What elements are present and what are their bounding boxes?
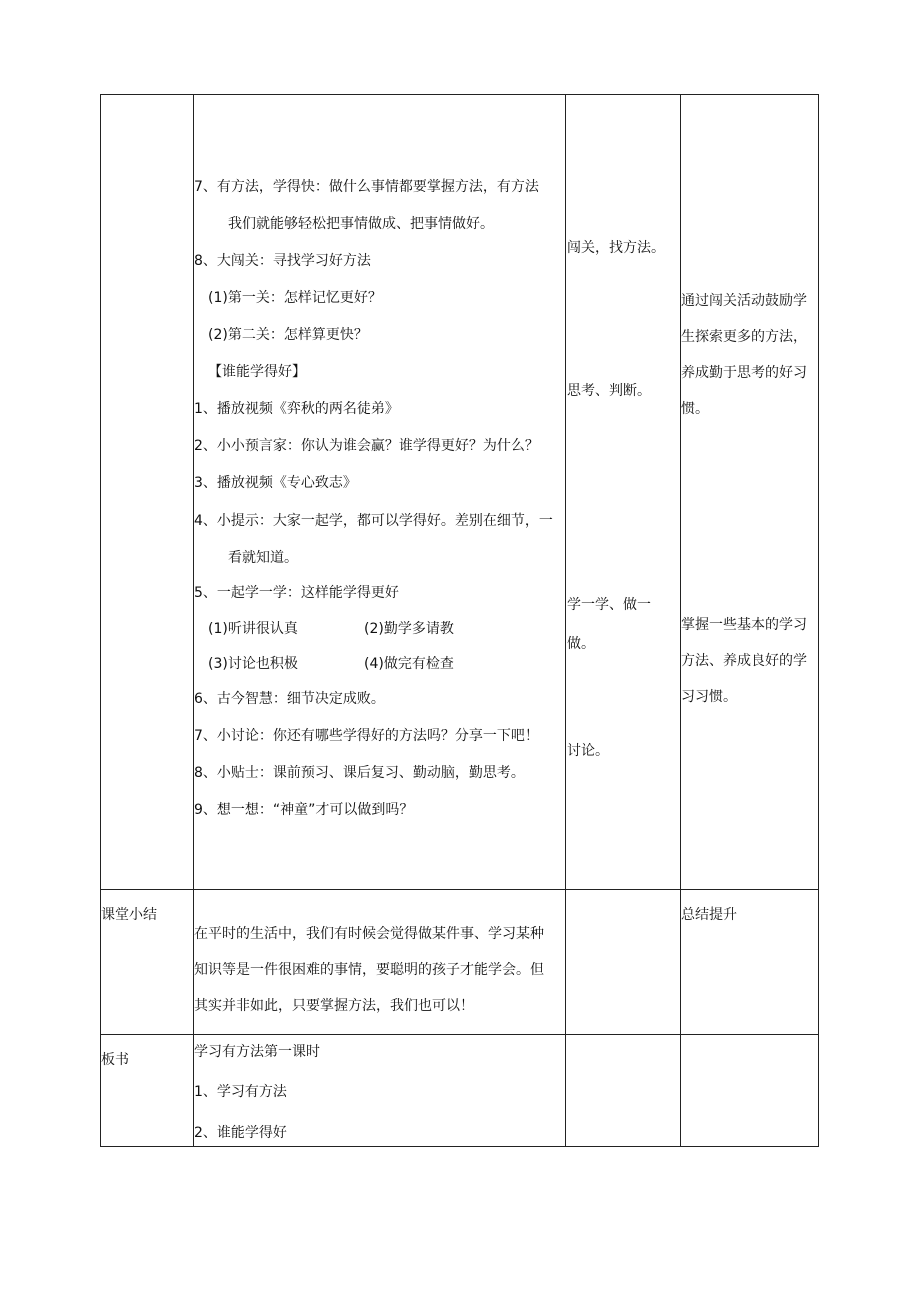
summary-line: 其实并非如此，只要掌握方法，我们也可以！ [194,998,474,1014]
process-line: 看就知道。 [228,550,298,566]
table-border [100,1034,819,1035]
process-line: 7、小讨论：你还有哪些学得好的方法吗？分享一下吧！ [194,728,539,744]
process-line: (2)勤学多请教 [364,621,454,637]
table-border [100,1146,819,1147]
design-intent: 惯。 [681,401,709,417]
process-line: 7、有方法，学得快：做什么事情都要掌握方法，有方法 [194,179,539,195]
process-line: 6、古今智慧：细节决定成败。 [194,691,385,707]
student-activity: 闯关，找方法。 [567,240,665,256]
process-line: 4、小提示：大家一起学，都可以学得好。差别在细节，一 [194,513,553,529]
design-intent: 掌握一些基本的学习 [681,617,807,633]
table-border [100,94,101,1147]
process-line: (1)听讲很认真 [208,621,298,637]
table-border [100,94,819,95]
student-activity: 做。 [567,636,595,652]
process-line: 8、小贴士：课前预习、课后复习、勤动脑，勤思考。 [194,765,525,781]
process-line: (4)做完有检查 [364,656,454,672]
process-line: 5、一起学一学：这样能学得更好 [194,585,399,601]
student-activity: 学一学、做一 [567,597,651,613]
process-line: 9、想一想：“神童”才可以做到吗？ [194,802,414,818]
design-intent: 生探索更多的方法， [681,329,807,345]
process-line: 【谁能学得好】 [208,364,306,380]
process-line: (3)讨论也积极 [208,656,298,672]
student-activity: 思考、判断。 [567,383,651,399]
table-border [818,94,819,1147]
summary-line: 在平时的生活中，我们有时候会觉得做某件事、学习某种 [194,926,544,942]
process-line: 我们就能够轻松把事情做成、把事情做好。 [228,216,494,232]
summary-intent: 总结提升 [681,907,737,923]
board-label: 板书 [101,1052,129,1068]
process-line: 8、大闯关：寻找学习好方法 [194,253,371,269]
process-line: (1)第一关：怎样记忆更好？ [208,290,382,306]
design-intent: 方法、养成良好的学 [681,653,807,669]
table-border [100,889,819,890]
table-border [565,94,566,1147]
process-line: 1、播放视频《弈秋的两名徒弟》 [194,401,399,417]
summary-label: 课堂小结 [101,907,157,923]
process-line: 3、播放视频《专心致志》 [194,475,357,491]
board-line: 1、学习有方法 [194,1084,287,1100]
design-intent: 养成勤于思考的好习 [681,365,807,381]
summary-line: 知识等是一件很困难的事情，要聪明的孩子才能学会。但 [194,962,544,978]
design-intent: 习习惯。 [681,689,737,705]
design-intent: 通过闯关活动鼓励学 [681,293,807,309]
board-line: 2、谁能学得好 [194,1125,287,1141]
student-activity: 讨论。 [567,743,609,759]
board-line: 学习有方法第一课时 [194,1044,320,1060]
process-line: (2)第二关：怎样算更快？ [208,327,368,343]
process-line: 2、小小预言家：你认为谁会赢？谁学得更好？为什么？ [194,438,539,454]
